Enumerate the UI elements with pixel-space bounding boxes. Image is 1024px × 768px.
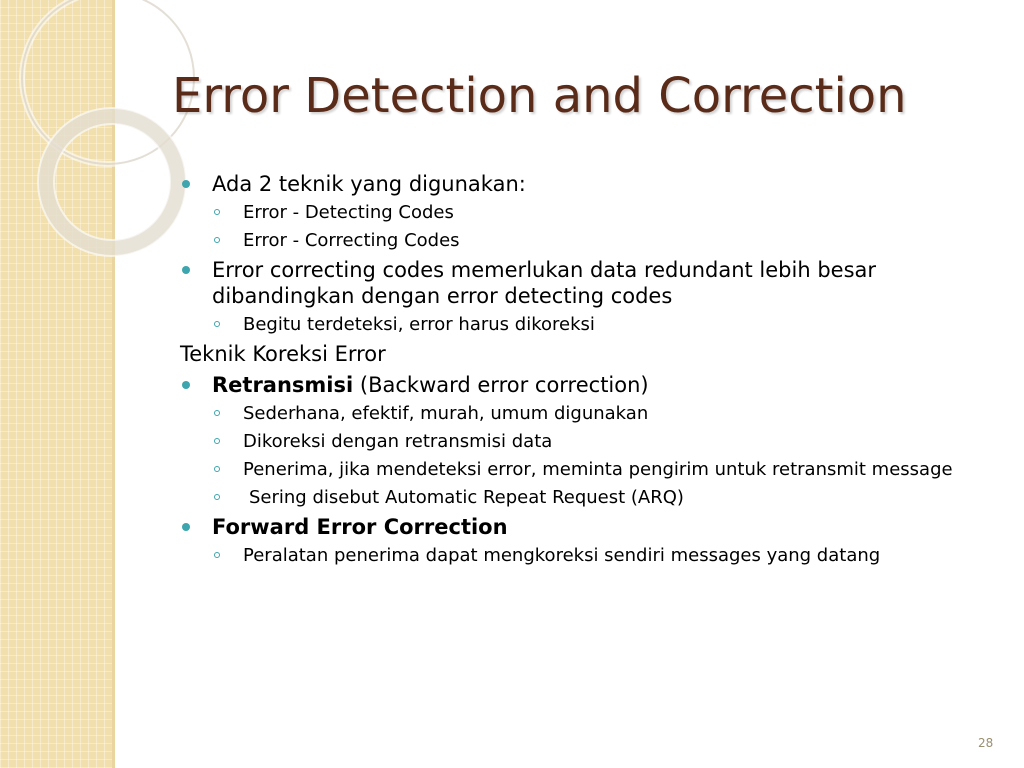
bullet-ring-icon (214, 494, 220, 500)
bullet-ring-icon (214, 209, 220, 215)
bullet-item-retransmisi (178, 372, 968, 398)
sub-bullet-item (178, 486, 968, 509)
bullet-ring-icon (214, 321, 220, 327)
bullet-bold-text: Forward Error Correction (212, 515, 508, 539)
sub-bullet-text: Sederhana, efektif, murah, umum digunakan (243, 403, 649, 424)
bullet-bold-text: Retransmisi (212, 373, 354, 397)
sub-bullet-item (178, 458, 968, 481)
page-number: 28 (978, 736, 994, 750)
bullet-text: (Backward error correction) (353, 373, 649, 397)
sub-bullet-item (178, 229, 968, 252)
slide-title: Error Detection and Correction (172, 68, 907, 124)
bullet-text: Error correcting codes memerlukan data redundant lebih besar dibandingkan dengan error detecting codes (212, 258, 877, 308)
bullet-ring-icon (214, 438, 220, 444)
sub-bullet-item (178, 201, 968, 224)
sub-bullet-text: Begitu terdeteksi, error harus dikoreksi (243, 314, 595, 335)
bullet-dot-icon (182, 180, 190, 188)
bullet-dot-icon (182, 266, 190, 274)
sub-bullet-text: Penerima, jika mendeteksi error, meminta pengirim untuk retransmit message (243, 459, 953, 480)
bullet-ring-icon (214, 410, 220, 416)
bullet-item-techniques (178, 171, 968, 197)
bullet-dot-icon (182, 381, 190, 389)
bullet-ring-icon (214, 552, 220, 558)
sub-bullet-item (178, 430, 968, 453)
bullet-dot-icon (182, 523, 190, 531)
sub-bullet-text: Sering disebut Automatic Repeat Request (ARQ) (249, 487, 684, 508)
bullet-ring-icon (214, 466, 220, 472)
sub-bullet-item (178, 402, 968, 425)
section-heading (178, 341, 968, 367)
section-heading-text: Teknik Koreksi Error (180, 342, 386, 366)
sub-bullet-text: Error - Correcting Codes (243, 230, 460, 251)
bullet-text: Ada 2 teknik yang digunakan: (212, 172, 526, 196)
sub-bullet-text: Error - Detecting Codes (243, 202, 454, 223)
bullet-item-fec (178, 514, 968, 540)
sub-bullet-item (178, 544, 968, 567)
sub-bullet-text: Dikoreksi dengan retransmisi data (243, 431, 553, 452)
bullet-item-redundancy (178, 257, 968, 309)
sub-bullet-item (178, 313, 968, 336)
slide-content (178, 166, 968, 572)
bullet-ring-icon (214, 237, 220, 243)
sub-bullet-text: Peralatan penerima dapat mengkoreksi sendiri messages yang datang (243, 545, 881, 566)
